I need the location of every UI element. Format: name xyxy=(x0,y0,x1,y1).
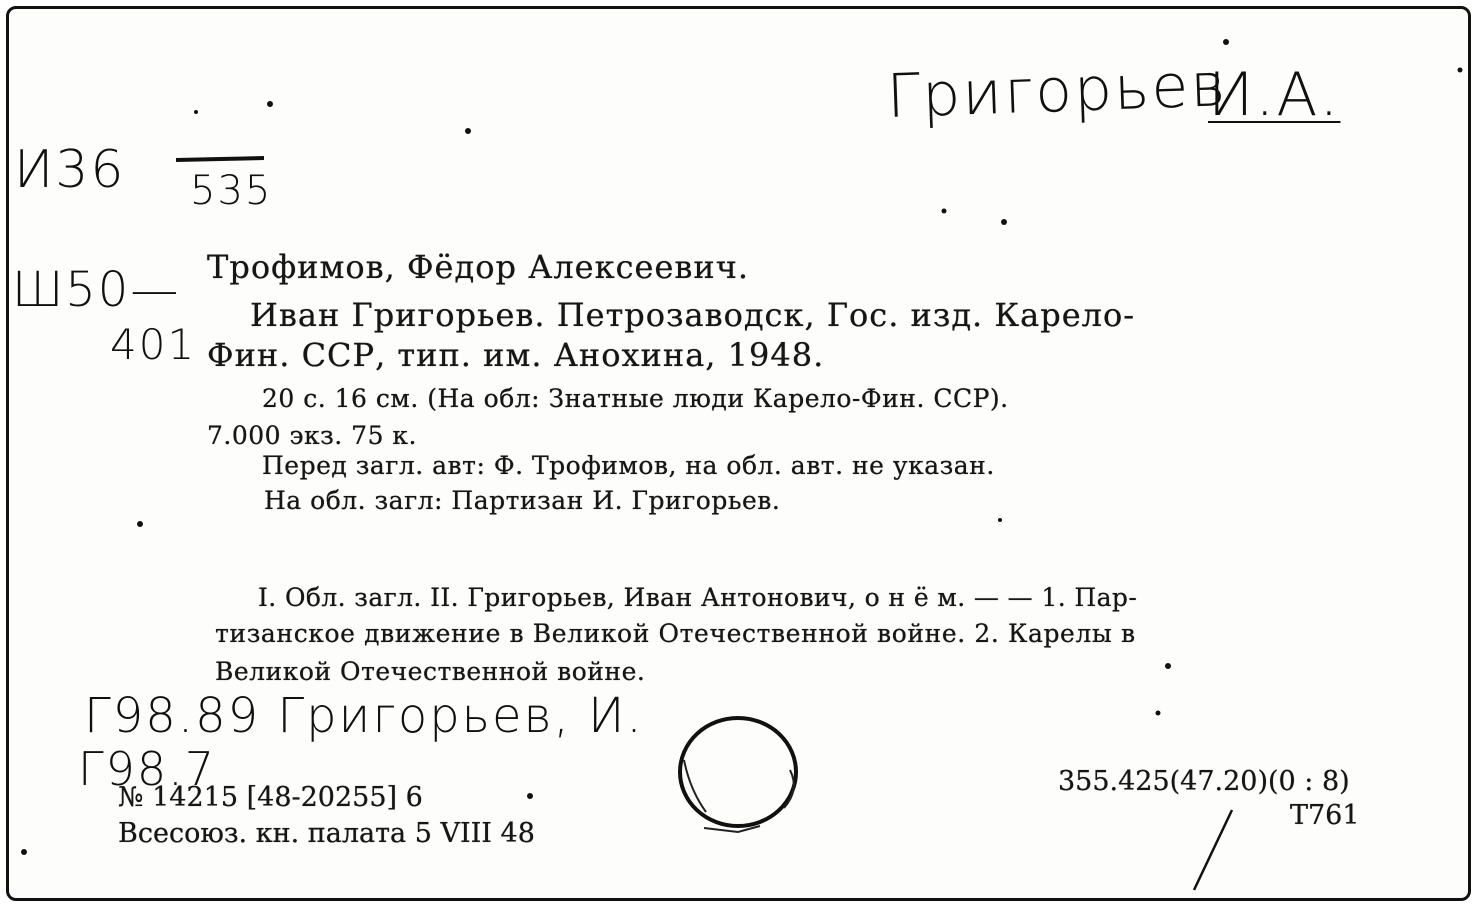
card-title-line-1: Иван Григорьев. Петрозаводск, Гос. изд. Карело- xyxy=(250,296,1136,334)
handwritten-call-number-left-2: 401 xyxy=(110,320,197,369)
handwritten-author-surname: Григорьев xyxy=(885,50,1229,132)
handwritten-subject-1: Г98.89 Григорьев, И. xyxy=(84,688,644,744)
card-tracing-line-2: тизанское движение в Великой Отечественной войне. 2. Карелы в xyxy=(215,619,1136,648)
card-title-line-2: Фин. ССР, тип. им. Анохина, 1948. xyxy=(207,336,825,374)
card-note-2: На обл. загл: Партизан И. Григорьев. xyxy=(264,486,781,515)
card-collation-line-2: 7.000 экз. 75 к. xyxy=(207,421,418,450)
card-chamber-line: Всесоюз. кн. палата 5 VIII 48 xyxy=(118,818,535,849)
handwritten-call-number-sub: 535 xyxy=(190,168,273,214)
card-author-mark: Т761 xyxy=(1290,800,1360,831)
card-note-1: Перед загл. авт: Ф. Трофимов, на обл. авт. не указан. xyxy=(262,451,995,480)
card-heading: Трофимов, Фёдор Алексеевич. xyxy=(207,248,750,286)
handwritten-author-initials: И.А. xyxy=(1208,60,1341,130)
card-collation-line-1: 20 с. 16 см. (На обл: Знатные люди Карело-Фин. ССР). xyxy=(262,384,1009,413)
handwritten-subject-2: Г98.7 xyxy=(78,742,217,796)
card-udc-code: 355.425(47.20)(0 : 8) xyxy=(1058,766,1350,797)
handwritten-call-number-left-1: Ш50— xyxy=(12,262,181,318)
card-number-line: № 14215 [48-20255] 6 xyxy=(118,782,423,813)
handwritten-call-number-top: И36 xyxy=(14,140,126,200)
card-tracing-line-3: Великой Отечественной войне. xyxy=(215,657,646,686)
card-tracing-line-1: I. Обл. загл. II. Григорьев, Иван Антонович, о н ё м. — — 1. Пар- xyxy=(258,583,1138,612)
